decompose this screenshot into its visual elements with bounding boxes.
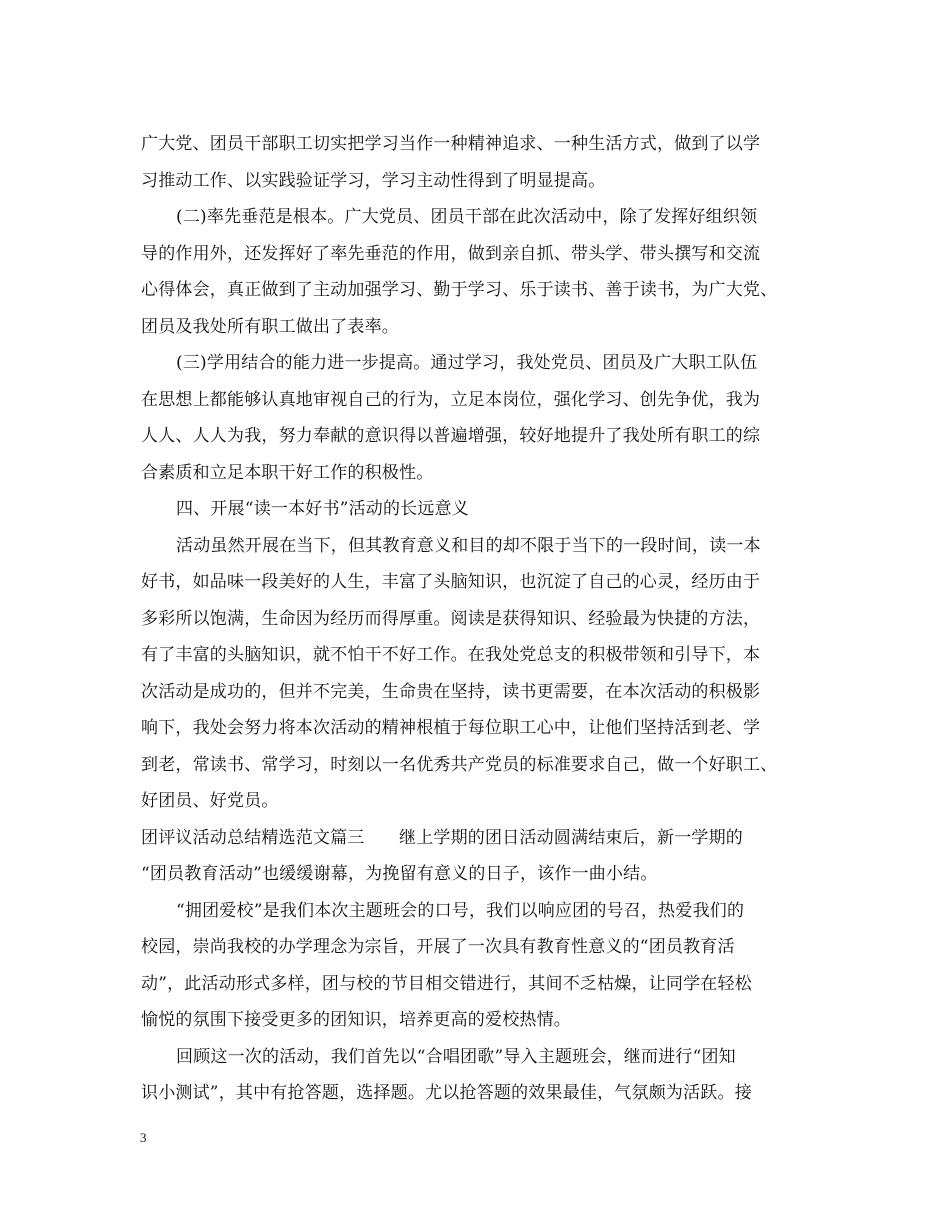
text-line: “团员教育活动”也缓缓谢幕，为挽留有意义的日子，该作一曲小结。	[141, 864, 658, 884]
text-line: (三)学用结合的能力进一步提高。通过学习，我处党员、团员及广大职工队伍	[176, 353, 758, 373]
text-line: 团评议活动总结精选范文篇三 继上学期的团日活动圆满结束后，新一学期的	[141, 827, 743, 848]
text-line: 到老，常读书、常学习，时刻以一名优秀共产党员的标准要求自己，做一个好职工、	[141, 754, 778, 775]
text-line: 有了丰富的头脑知识，就不怕干不好工作。在我处党总支的积极带领和引导下，本	[141, 645, 761, 665]
text-line: 校园，崇尚我校的办学理念为宗旨，开展了一次具有教育性意义的“团员教育活	[141, 937, 735, 957]
text-line: 广大党、团员干部职工切实把学习当作一种精神追求、一种生活方式，做到了以学	[141, 134, 761, 154]
text-line: 习推动工作、以实践验证学习，学习主动性得到了明显提高。	[141, 170, 606, 191]
text-line: 识小测试”，其中有抢答题，选择题。尤以抢答题的效果最佳，气氛颇为活跃。接	[141, 1083, 752, 1103]
text-line: 好书，如品味一段美好的人生，丰富了头脑知识，也沉淀了自己的心灵，经历由于	[141, 572, 761, 592]
text-line: 次活动是成功的，但并不完美，生命贵在坚持，读书更需要，在本次活动的积极影	[141, 681, 761, 702]
text-line: 动”，此活动形式多样，团与校的节目相交错进行，其间不乏枯燥，让同学在轻松	[141, 973, 752, 994]
text-line: 团员及我处所有职工做出了表率。	[141, 316, 399, 337]
text-line: “拥团爱校”是我们本次主题班会的口号，我们以响应团的号召，热爱我们的	[176, 900, 745, 921]
text-line: 导的作用外，还发挥好了率先垂范的作用，做到亲自抓、带头学、带头撰写和交流	[141, 243, 761, 264]
text-line: 响下，我处会努力将本次活动的精神根植于每位职工心中，让他们坚持活到老、学	[141, 718, 761, 738]
text-line: 愉悦的氛围下接受更多的团知识，培养更高的爱校热情。	[141, 1010, 571, 1030]
text-line: 多彩所以饱满，生命因为经历而得厚重。阅读是获得知识、经验最为快捷的方法，	[141, 608, 761, 629]
text-line: (二)率先垂范是根本。广大党员、团员干部在此次活动中，除了发挥好组织领	[176, 207, 758, 227]
text-line: 回顾这一次的活动，我们首先以“合唱团歌”导入主题班会，继而进行“团知	[176, 1046, 736, 1067]
page-body	[141, 126, 821, 1112]
page-number: 3	[140, 1130, 147, 1145]
text-line: 好团员、好党员。	[141, 791, 279, 811]
text-line: 人人、人人为我，努力奉献的意识得以普遍增强，较好地提升了我处所有职工的综	[141, 426, 761, 446]
section-heading: 四、开展“读一本好书”活动的长远意义	[176, 499, 469, 519]
text-line: 合素质和立足本职干好工作的积极性。	[141, 462, 434, 483]
text-line: 在思想上都能够认真地审视自己的行为，立足本岗位，强化学习、创先争优，我为	[141, 389, 761, 410]
text-line: 心得体会，真正做到了主动加强学习、勤于学习、乐于读书、善于读书，为广大党、	[141, 280, 778, 300]
text-line: 活动虽然开展在当下，但其教育意义和目的却不限于当下的一段时间，读一本	[176, 535, 761, 556]
